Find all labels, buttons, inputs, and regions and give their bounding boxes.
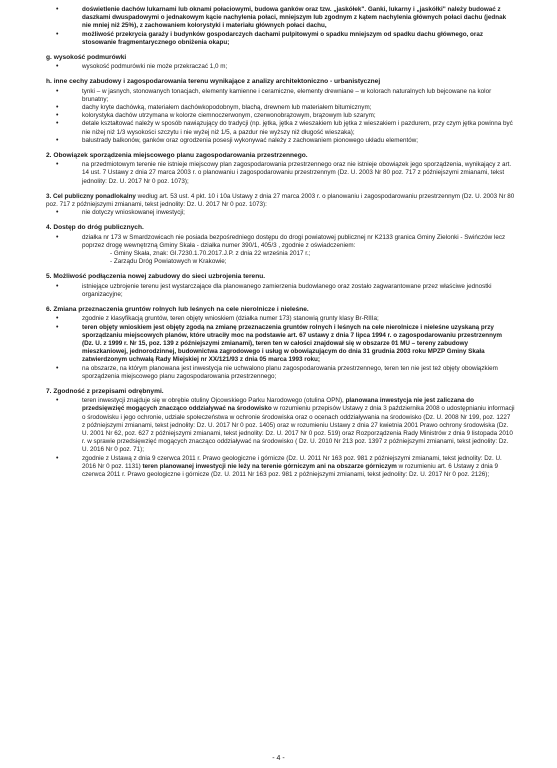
section-h — [46, 78, 515, 145]
top-bullet-list — [46, 6, 515, 47]
list-item — [46, 88, 515, 104]
section-title: 6. Zmiana przeznaczenia gruntów rolnych lub leśnych na cele nierolnicze i nieleśne. — [46, 306, 309, 314]
bullet-text: detale kształtować należy w sposób nawiązujący do tradycji (np. jętka, jętka z wieszakiem lub jętka z wieszakiem i pazdurem, przy czym jętka powinna być nie niżej niż 1/3 wysokości szczytu i nie wyżej niż 1/5, a pazdur nie wyższy niż długość wieszaka); — [82, 120, 513, 136]
bullet-icon: • — [56, 136, 59, 144]
list-item — [46, 6, 515, 31]
bullet-icon: • — [56, 323, 59, 331]
list-item — [46, 161, 515, 186]
section-g — [46, 54, 515, 71]
bullet-icon: • — [56, 364, 59, 372]
section-title: 7. Zgodność z przepisami odrębnymi. — [46, 387, 164, 395]
section-title: h. inne cechy zabudowy i zagospodarowania terenu wynikające z analizy architektoniczno - urbanistycznej — [46, 78, 381, 86]
section-title: 5. Możliwość podłączenia nowej zabudowy do sieci uzbrojenia terenu. — [46, 273, 266, 281]
section-title: g. wysokość podmurówki — [46, 54, 127, 62]
bullet-text: możliwość przekrycia garaży i budynków gospodarczych dachami pulpitowymi o spadku mniejszym od spadku dachu głównego, oraz stosowanie fragmentarycznego obniżenia okapu; — [82, 30, 483, 46]
bullet-text: dachy kryte dachówką, materiałem dachówkopodobnym, blachą, drewnem lub materiałem bitumicznym; — [82, 104, 372, 112]
list-item — [46, 137, 515, 145]
bullet-text-part: teren inwestycji znajduje się w obrębie otuliny Ojcowskiego Parku Narodowego (otulina OPN), — [82, 397, 346, 405]
bullet-text-part: w rozumieniu art. 6 Ustawy z dnia 9 czerwca 2011 r. Prawo geologiczne i górnicze (Dz. U. 2011 Nr 163 poz. 981 z późniejszymi zmianami, tekst jednolity: Dz. U. 2017 Nr 0 poz. 2126); — [82, 462, 499, 478]
section-title: 3. Cel publiczny ponadlokalny — [46, 192, 136, 200]
bullet-icon: • — [56, 209, 59, 217]
list-item — [46, 455, 515, 480]
list-item — [46, 120, 515, 136]
page-number: - 4 - — [272, 755, 285, 762]
bullet-icon: • — [56, 233, 59, 241]
section-text: według art. 53 ust. 4 pkt. 10 i 10a Ustawy z dnia 27 marca 2003 r. o planowaniu i zagospodarowaniu przestrzennym (Dz. U. 2003 Nr 80 poz. 717 z późniejszymi zmianami, tekst jednolity: Dz. U. 2017 Nr 0 poz. 1073): — [46, 192, 515, 209]
section-7 — [46, 388, 515, 479]
bullet-icon: • — [56, 282, 59, 290]
bullet-icon: • — [56, 315, 59, 323]
bullet-text: istniejące uzbrojenie terenu jest wystarczające dla planowanego zamierzenia budowlanego oraz zostało zagwarantowane przez właściwe jednostki organizacyjne; — [82, 282, 492, 298]
list-item — [46, 315, 515, 323]
list-item — [46, 63, 515, 71]
list-item — [46, 397, 515, 454]
bullet-text-part: planowana inwestycja nie jest zaliczana do przedsięwzięć mogących znacząco oddziaływać na środowisko — [82, 397, 474, 413]
bullet-text: teren objęty wnioskiem jest objęty zgodą na zmianę przeznaczenia gruntów rolnych i leśnych na cele nierolnicze i nieleśne uzyskaną przy sporządzaniu miejscowych planów, które utraciły moc na podstawie art. 67 ustawy z dnia 7 lipca 1994 r. o zagospodarowaniu przestrzennym (Dz. U. z 1999 r. Nr 15, poz. 139 z późniejszymi zmianami), teren ten w całości znajdował się w obszarze 01 MU – tereny zabudowy mieszkaniowej, jednorodzinnej, budownictwa zagrodowego i usług w obowiązującym do dnia 31 grudnia 2003 roku MPZP Gminy Skała zatwierdzonym uchwałą Rady Miejskiej nr XX/121/93 z dnia 05 marca 1993 roku; — [82, 323, 503, 364]
list-item — [46, 324, 515, 365]
sub-item: - Zarządu Dróg Powiatowych w Krakowie; — [110, 258, 227, 266]
bullet-text-part: zgodnie z Ustawą z dnia 9 czerwca 2011 r. Prawo geologiczne i górnicze (Dz. U. 2011 Nr 163 poz. 981 z późniejszymi zmianami, tekst jednolity: Dz. U. 2016 Nr 0 poz. 1131) — [82, 454, 502, 470]
bullet-icon: • — [56, 161, 59, 169]
list-item — [46, 112, 515, 120]
list-item — [46, 283, 515, 299]
bullet-icon: • — [56, 454, 59, 462]
bullet-icon: • — [56, 63, 59, 71]
bullet-icon: • — [56, 30, 59, 38]
bullet-text: na przedmiotowym terenie nie istnieje miejscowy plan zagospodarowania przestrzennego oraz nie istnieje obowiązek jego sporządzenia, wynikający z art. 14 ust. 7 Ustawy z dnia 27 marca 2003 r. o planowaniu i zagospodarowaniu przestrzennym (Dz. U. 2003 Nr 80 poz. 717 z późniejszymi zmianami, tekst jednolity: Dz. U. 2017 Nr 0 poz. 1073); — [82, 161, 512, 185]
bullet-icon: • — [56, 120, 59, 128]
bullet-text: na obszarze, na którym planowana jest inwestycja nie uchwalono planu zagospodarowania przestrzennego, teren ten nie jest też objęty obowiązkiem sporządzenia miejscowego planu zagospodarowania przestrzennego; — [82, 364, 498, 380]
section-title: 4. Dostęp do dróg publicznych. — [46, 224, 144, 232]
bullet-icon: • — [56, 104, 59, 112]
bullet-icon: • — [56, 397, 59, 405]
list-item — [46, 234, 515, 250]
section-3 — [46, 193, 515, 218]
bullet-text: zgodnie z klasyfikacją gruntów, teren objęty wnioskiem (działka numer 173) stanowią grunty klasy Br-RIIIa; — [82, 315, 379, 323]
bullet-text: kolorystyka dachów utrzymana w kolorze ciemnoczerwonym, czerwonobrązowym, brązowym lub szarym; — [82, 112, 376, 120]
bullet-text-part: w rozumieniu przepisów Ustawy z dnia 3 października 2008 o udostępnianiu informacji o środowisku i jego ochronie, udziale społeczeństwa w ochronie środowiska oraz o ocenach oddziaływania na środowisko (Dz. U. 2008 Nr 199, poz. 1227 z późniejszymi zmianami, tekst jednolity: Dz. U. 2017 Nr 0 poz. 1405) oraz w rozumieniu Ustawy z dnia 27 kwietnia 2001 Prawo ochrony środowiska (Dz. U. 2001 Nr 62, poz. 627 z późniejszymi zmianami, tekst jednolity: Dz. U. 2017 Nr 0 poz. 519) oraz Rozporządzenia Rady Ministrów z dnia 9 listopada 2010 r. w sprawie przedsięwzięć mogących znacząco oddziaływać na środowisko ( Dz. U. 2010 Nr 213 poz. 1397 z późniejszymi zmianami, tekst jednolity: Dz. U. 2016 Nr 0 poz. 71); — [82, 405, 515, 454]
sub-item: - Gminy Skała, znak: GI.7230.1.70.2017.J.P. z dnia 22 września 2017 r.; — [110, 250, 311, 258]
bullet-icon: • — [56, 87, 59, 95]
section-4 — [46, 224, 515, 266]
section-paragraph — [46, 193, 515, 209]
list-item — [46, 104, 515, 112]
list-item — [46, 365, 515, 381]
section-5 — [46, 273, 515, 299]
bullet-text-part: teren planowanej inwestycji nie leży na terenie górniczym ani na obszarze górniczym — [142, 462, 397, 470]
bullet-text: tynki – w jasnych, stonowanych tonacjach, elementy kamienne i ceramiczne, elementy drewniane – w kolorach naturalnych lub bejcowane na kolor brunatny; — [82, 87, 492, 103]
bullet-text: wysokość podmurówki nie może przekraczać 1,0 m; — [82, 63, 228, 71]
list-item — [46, 31, 515, 47]
bullet-text: doświetlenie dachów lukarnami lub oknami połaciowymi, budowa ganków oraz tzw. „jaskółek". Ganki, lukarny i „jaskółki" należy budować z daszkami dwuspadowymi o jednakowym kącie nachylenia połaci, mniejszym lub zgodnym z kątem nachylenia głównych połaci dachu (jednak nie mniej niż 25%), z zachowaniem kolorystyki i materiału głównych połaci dachu, — [82, 6, 507, 30]
bullet-text: działka nr 173 w Smardzowicach nie posiada bezpośredniego dostępu do drogi powiatowej publicznej nr K2133 granica Gminy Zielonki - Swińczów lecz poprzez drogę wewnętrzną Gminy Skała - działka numer 390/1, 405/3 , zgodnie z oświadczeniem: — [82, 233, 506, 249]
bullet-icon: • — [56, 112, 59, 120]
list-item — [46, 209, 515, 217]
bullet-text: nie dotyczy wnioskowanej inwestycji; — [82, 209, 185, 217]
section-2 — [46, 152, 515, 186]
section-title: 2. Obowiązek sporządzenia miejscowego planu zagospodarowania przestrzennego. — [46, 152, 308, 160]
section-6 — [46, 306, 515, 381]
bullet-icon: • — [56, 6, 59, 13]
bullet-text: balustrady balkonów, ganków oraz ogrodzenia posesji wykonywać należy z zachowaniem pionowego układu elementów; — [82, 136, 419, 144]
